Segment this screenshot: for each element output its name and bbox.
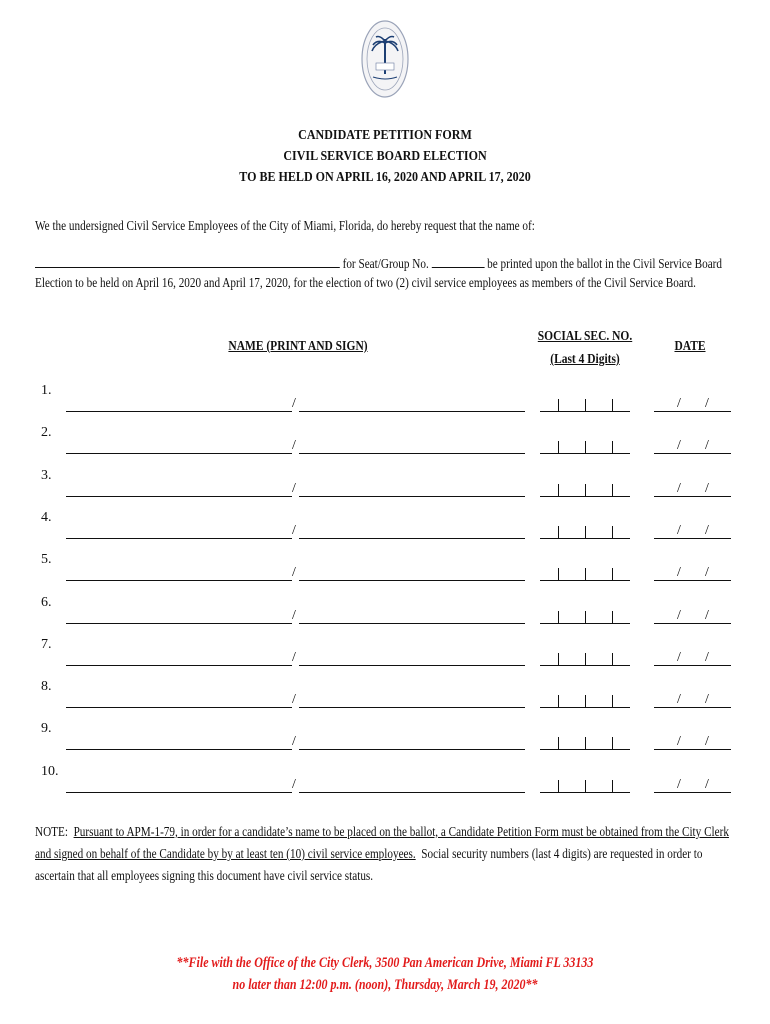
row-number: 3. [41,468,52,483]
date-separator: / [677,734,681,749]
row-number: 9. [41,721,52,736]
name-sign-separator: / [292,523,296,538]
ssn-digit-divider [612,695,613,708]
seat-number-blank[interactable] [432,253,485,268]
name-sign-separator: / [292,650,296,665]
date-separator: / [677,777,681,792]
date-separator: / [677,396,681,411]
ssn-column-header [528,325,643,371]
printed-name-line[interactable] [66,707,292,708]
date-separator: / [677,608,681,623]
ssn-digit-divider [558,695,559,708]
name-sign-separator: / [292,438,296,453]
ssn-digit-divider [558,611,559,624]
signature-line[interactable] [299,707,525,708]
date-separator: / [677,565,681,580]
date-separator: / [705,608,709,623]
date-separator: / [705,692,709,707]
signature-line[interactable] [299,538,525,539]
date-line[interactable] [654,792,731,793]
note-rest-text: Social security numbers (last 4 digits) are requested in order to ascertain that all employees signing this document have civil service status. [35,847,703,884]
printed-name-line[interactable] [66,623,292,624]
ssn-digit-divider [585,695,586,708]
ssn-digit-divider [585,484,586,497]
date-separator: / [705,650,709,665]
row-number: 10. [41,764,59,779]
date-line[interactable] [654,665,731,666]
printed-name-line[interactable] [66,496,292,497]
row-number: 6. [41,595,52,610]
ssn-digit-divider [612,611,613,624]
printed-name-line[interactable] [66,453,292,454]
date-column-header: DATE [674,339,706,354]
ssn-digit-divider [585,780,586,793]
ssn-digit-divider [612,484,613,497]
ssn-digit-divider [558,653,559,666]
printed-name-line[interactable] [66,538,292,539]
row-number: 7. [41,637,52,652]
ssn-digit-divider [558,568,559,581]
name-sign-separator: / [292,734,296,749]
signature-line[interactable] [299,792,525,793]
row-number: 4. [41,510,52,525]
signature-line[interactable] [299,623,525,624]
ssn-digit-divider [612,737,613,750]
ssn-digit-divider [612,399,613,412]
ssn-digit-divider [585,526,586,539]
name-sign-separator: / [292,481,296,496]
date-separator: / [677,523,681,538]
date-separator: / [677,438,681,453]
name-sign-separator: / [292,396,296,411]
date-separator: / [705,565,709,580]
note-paragraph [35,822,731,888]
name-sign-separator: / [292,692,296,707]
row-number: 2. [41,425,52,440]
note-prefix: NOTE: [35,825,68,840]
date-line[interactable] [654,707,731,708]
signature-line[interactable] [299,411,525,412]
ssn-digit-divider [585,737,586,750]
signature-line[interactable] [299,453,525,454]
ssn-digit-divider [585,653,586,666]
footer-line-2: no later than 12:00 p.m. (noon), Thursday, March 19, 2020** [232,977,538,993]
date-line[interactable] [654,749,731,750]
intro-text: We the undersigned Civil Service Employees of the City of Miami, Florida, do hereby request that the name of: [35,219,535,234]
row-number: 1. [41,383,52,398]
ssn-digit-divider [612,526,613,539]
ssn-digit-divider [585,611,586,624]
signature-line[interactable] [299,665,525,666]
printed-name-line[interactable] [66,411,292,412]
date-separator: / [677,692,681,707]
name-sign-separator: / [292,777,296,792]
ssn-digit-divider [585,568,586,581]
signature-line[interactable] [299,749,525,750]
title-line-3: TO BE HELD ON APRIL 16, 2020 AND APRIL 17, 2020 [239,170,531,185]
ssn-digit-divider [558,484,559,497]
ssn-digit-divider [585,441,586,454]
printed-name-line[interactable] [66,580,292,581]
date-separator: / [705,734,709,749]
ssn-digit-divider [558,737,559,750]
printed-name-line[interactable] [66,665,292,666]
row-number: 8. [41,679,52,694]
printed-name-line[interactable] [66,792,292,793]
form-title [54,125,716,188]
ssn-digit-divider [612,568,613,581]
date-separator: / [705,523,709,538]
election-text: Election to be held on April 16, 2020 and April 17, 2020, for the election of two (2) civil service employees as members of the Civil Service Board. [35,276,696,291]
city-of-miami-seal [361,19,409,99]
date-separator: / [705,396,709,411]
date-separator: / [677,481,681,496]
footer-line-1: **File with the Office of the City Clerk, 3500 Pan American Drive, Miami FL 33133 [176,955,594,971]
name-column-header: NAME (PRINT AND SIGN) [228,339,368,354]
signature-line[interactable] [299,496,525,497]
date-line[interactable] [654,580,731,581]
title-line-1: CANDIDATE PETITION FORM [298,128,472,143]
ssn-digit-divider [612,780,613,793]
name-sign-separator: / [292,608,296,623]
row-number: 5. [41,552,52,567]
date-line[interactable] [654,496,731,497]
ssn-digit-divider [558,399,559,412]
date-line[interactable] [654,623,731,624]
date-line[interactable] [654,538,731,539]
candidate-name-blank[interactable] [35,253,340,268]
printed-name-line[interactable] [66,749,292,750]
seat-line [35,253,722,273]
date-line[interactable] [654,411,731,412]
ssn-header-line-1: SOCIAL SEC. NO. [537,329,633,344]
ssn-digit-divider [558,526,559,539]
title-line-2: CIVIL SERVICE BOARD ELECTION [283,149,487,164]
date-separator: / [705,777,709,792]
ssn-digit-divider [558,780,559,793]
filing-instructions [77,952,693,996]
seat-text-b: be printed upon the ballot in the Civil Service Board [487,257,723,272]
ssn-digit-divider [558,441,559,454]
name-sign-separator: / [292,565,296,580]
ssn-digit-divider [585,399,586,412]
signature-line[interactable] [299,580,525,581]
ssn-digit-divider [612,653,613,666]
date-separator: / [677,650,681,665]
ssn-header-line-2: (Last 4 Digits) [550,352,620,367]
note-underlined-text: Pursuant to APM-1-79, in order for a candidate’s name to be placed on the ballot, a Candidate Petition Form must be obtained from the City Clerk and signed on behalf of the Candidate by by at least ten (10) civil service employees. [35,825,729,862]
date-separator: / [705,481,709,496]
ssn-digit-divider [612,441,613,454]
seat-text-a: for Seat/Group No. [342,257,429,272]
date-line[interactable] [654,453,731,454]
date-separator: / [705,438,709,453]
